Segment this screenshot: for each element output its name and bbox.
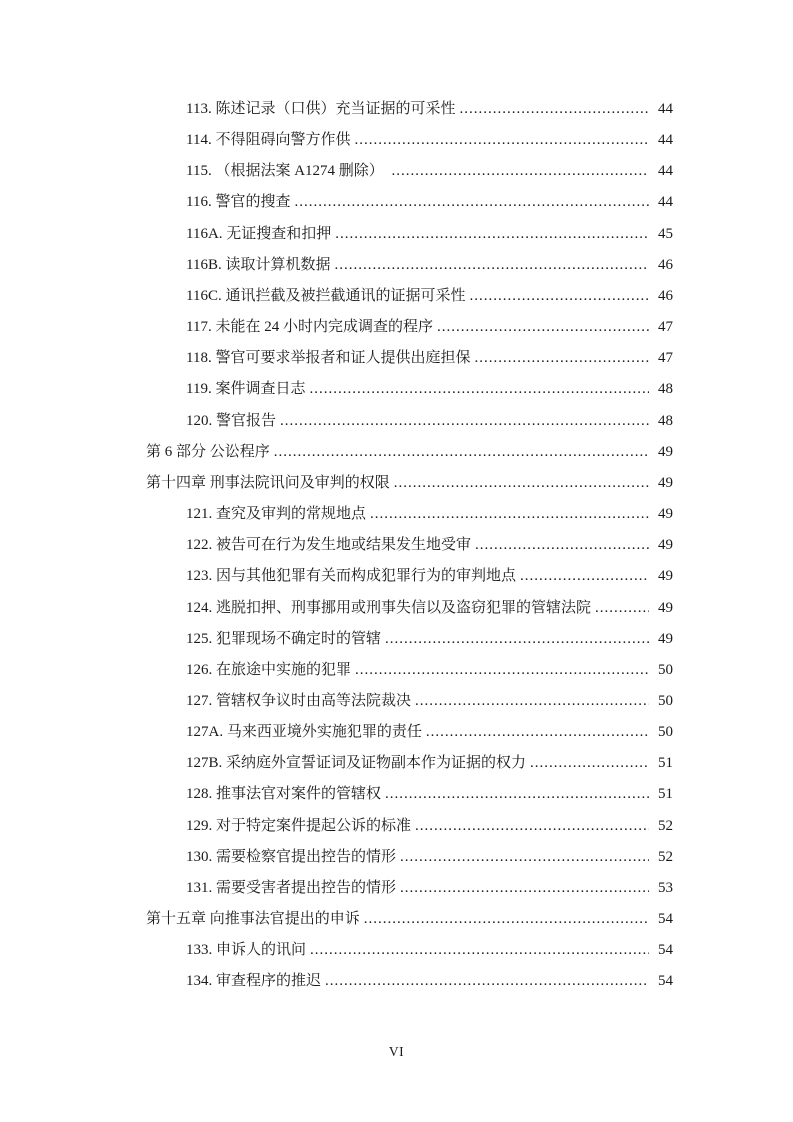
- toc-leader-dots: [280, 406, 649, 437]
- toc-entry: [146, 468, 673, 499]
- toc-leader-dots: [335, 219, 649, 250]
- toc-leader-dots: [309, 374, 649, 405]
- toc-leader-dots: [530, 748, 649, 779]
- toc-leader-dots: [385, 779, 649, 810]
- toc-entry: [146, 94, 673, 125]
- toc-leader-dots: [394, 468, 649, 499]
- toc-entry-page-number: 49: [658, 474, 673, 491]
- toc-entry-title: 113. 陈述记录（口供）充当证据的可采性: [186, 101, 456, 117]
- toc-entry: [146, 717, 673, 748]
- toc-entry-page-number: 44: [658, 132, 673, 149]
- toc-entry-page-number: 46: [658, 287, 673, 304]
- toc-entry-title: 127A. 马来西亚境外实施犯罪的责任: [186, 724, 422, 741]
- toc-entry-title: 134. 审查程序的推迟: [186, 973, 322, 990]
- toc-entry-page-number: 48: [658, 381, 673, 398]
- toc-entry-title: 125. 犯罪现场不确定时的管辖: [186, 630, 382, 647]
- toc-entry-title: 120. 警官报告: [186, 412, 277, 429]
- toc-leader-dots: [459, 94, 649, 125]
- toc-leader-dots: [294, 187, 649, 218]
- toc-leader-dots: [355, 655, 649, 686]
- toc-leader-dots: [400, 873, 649, 904]
- toc-entry-page-number: 44: [658, 101, 673, 117]
- toc-entry-title: 第 6 部分 公讼程序: [146, 443, 270, 460]
- toc-entry-title: 126. 在旅途中实施的犯罪: [186, 661, 352, 678]
- toc-leader-dots: [520, 561, 649, 592]
- toc-leader-dots: [370, 499, 649, 530]
- toc-entry: [146, 406, 673, 437]
- toc-entry-title: 127. 管辖权争议时由高等法院裁决: [186, 692, 412, 709]
- toc-entry: [146, 437, 673, 468]
- toc-entry: [146, 219, 673, 250]
- toc-entry-title: 117. 未能在 24 小时内完成调查的程序: [186, 319, 433, 336]
- toc-entry: [146, 312, 673, 343]
- toc-entry-title: 131. 需要受害者提出控告的情形: [186, 879, 397, 896]
- toc-leader-dots: [475, 530, 649, 561]
- toc-leader-dots: [469, 281, 649, 312]
- toc-entry-page-number: 47: [658, 350, 673, 367]
- toc-entry-title: 第十四章 刑事法院讯问及审判的权限: [146, 474, 390, 491]
- toc-entry: [146, 374, 673, 405]
- toc-entry: [146, 187, 673, 218]
- toc-entry-title: 123. 因与其他犯罪有关而构成犯罪行为的审判地点: [186, 568, 517, 585]
- toc-entry-title: 124. 逃脱扣押、刑事挪用或刑事失信以及盗窃犯罪的管辖法院: [186, 599, 592, 616]
- toc-entry-title: 116C. 通讯拦截及被拦截通讯的证据可采性: [186, 287, 466, 304]
- toc-entry: [146, 655, 673, 686]
- toc-entry: [146, 842, 673, 873]
- toc-entry-title: 116A. 无证搜查和扣押: [186, 225, 332, 242]
- toc-entry-page-number: 50: [658, 661, 673, 678]
- toc-entry: [146, 530, 673, 561]
- toc-leader-dots: [274, 437, 649, 468]
- toc-entry: [146, 686, 673, 717]
- page-number-footer: VI: [388, 1044, 405, 1059]
- toc-entry: [146, 624, 673, 655]
- toc-entry: [146, 281, 673, 312]
- toc-entry-title: 116B. 读取计算机数据: [186, 256, 331, 273]
- toc-leader-dots: [392, 156, 649, 187]
- toc-entry: [146, 904, 673, 935]
- toc-leader-dots: [354, 125, 649, 156]
- toc-entry-page-number: 49: [658, 537, 673, 554]
- toc-entry: [146, 748, 673, 779]
- toc-entry-page-number: 45: [658, 225, 673, 242]
- toc-entry-page-number: 49: [658, 630, 673, 647]
- toc-entry: [146, 250, 673, 281]
- toc-entry: [146, 966, 673, 997]
- toc-entry-page-number: 44: [658, 163, 673, 180]
- toc-entry-title: 128. 推事法官对案件的管辖权: [186, 786, 382, 803]
- toc-leader-dots: [595, 593, 649, 624]
- toc-entry-title: 116. 警官的搜查: [186, 194, 291, 211]
- toc-entry-page-number: 52: [658, 848, 673, 865]
- toc-leader-dots: [325, 966, 649, 997]
- toc-entry: [146, 125, 673, 156]
- toc-leader-dots: [334, 250, 649, 281]
- toc-leader-dots: [310, 935, 649, 966]
- toc-entry: [146, 593, 673, 624]
- toc-leader-dots: [474, 343, 649, 374]
- toc-entry-title: 129. 对于特定案件提起公诉的标准: [186, 817, 412, 834]
- toc-entry-page-number: 49: [658, 443, 673, 460]
- toc-entry-title: 119. 案件调查日志: [186, 381, 306, 398]
- toc-entry-title: 121. 查究及审判的常规地点: [186, 506, 367, 523]
- toc-entry-page-number: 54: [658, 973, 673, 990]
- toc-entry-page-number: 50: [658, 724, 673, 741]
- toc-entry-title: 127B. 采纳庭外宣誓证词及证物副本作为证据的权力: [186, 755, 527, 772]
- toc-entry-page-number: 53: [658, 879, 673, 896]
- toc-entry-title: 第十五章 向推事法官提出的申诉: [146, 911, 360, 928]
- toc-entry-page-number: 47: [658, 319, 673, 336]
- toc-entry-page-number: 49: [658, 506, 673, 523]
- toc-entry-title: 114. 不得阻碍向警方作供: [186, 132, 351, 149]
- toc-entry-page-number: 50: [658, 692, 673, 709]
- toc-entry: [146, 935, 673, 966]
- toc-entry-page-number: 48: [658, 412, 673, 429]
- toc-entry: [146, 561, 673, 592]
- table-of-contents: [146, 94, 673, 998]
- toc-leader-dots: [400, 842, 649, 873]
- toc-entry-page-number: 44: [658, 194, 673, 211]
- toc-entry-title: 133. 申诉人的讯问: [186, 942, 307, 959]
- toc-leader-dots: [415, 811, 649, 842]
- toc-entry-page-number: 54: [658, 942, 673, 959]
- toc-leader-dots: [415, 686, 649, 717]
- toc-entry-page-number: 51: [658, 786, 673, 803]
- toc-entry-title: 118. 警官可要求举报者和证人提供出庭担保: [186, 350, 471, 367]
- toc-entry-page-number: 46: [658, 256, 673, 273]
- toc-entry-page-number: 52: [658, 817, 673, 834]
- toc-leader-dots: [385, 624, 649, 655]
- toc-entry-page-number: 51: [658, 755, 673, 772]
- toc-entry: [146, 343, 673, 374]
- toc-entry: [146, 156, 673, 187]
- toc-leader-dots: [364, 904, 649, 935]
- toc-entry-page-number: 54: [658, 911, 673, 928]
- toc-leader-dots: [426, 717, 649, 748]
- toc-entry-title: 115. （根据法案 A1274 删除）: [186, 163, 388, 180]
- toc-entry-page-number: 49: [658, 568, 673, 585]
- toc-entry-page-number: 49: [658, 599, 673, 616]
- toc-entry: [146, 873, 673, 904]
- toc-entry: [146, 499, 673, 530]
- toc-entry: [146, 811, 673, 842]
- toc-entry-title: 130. 需要检察官提出控告的情形: [186, 848, 397, 865]
- toc-leader-dots: [437, 312, 649, 343]
- toc-entry-title: 122. 被告可在行为发生地或结果发生地受审: [186, 537, 472, 554]
- toc-entry: [146, 779, 673, 810]
